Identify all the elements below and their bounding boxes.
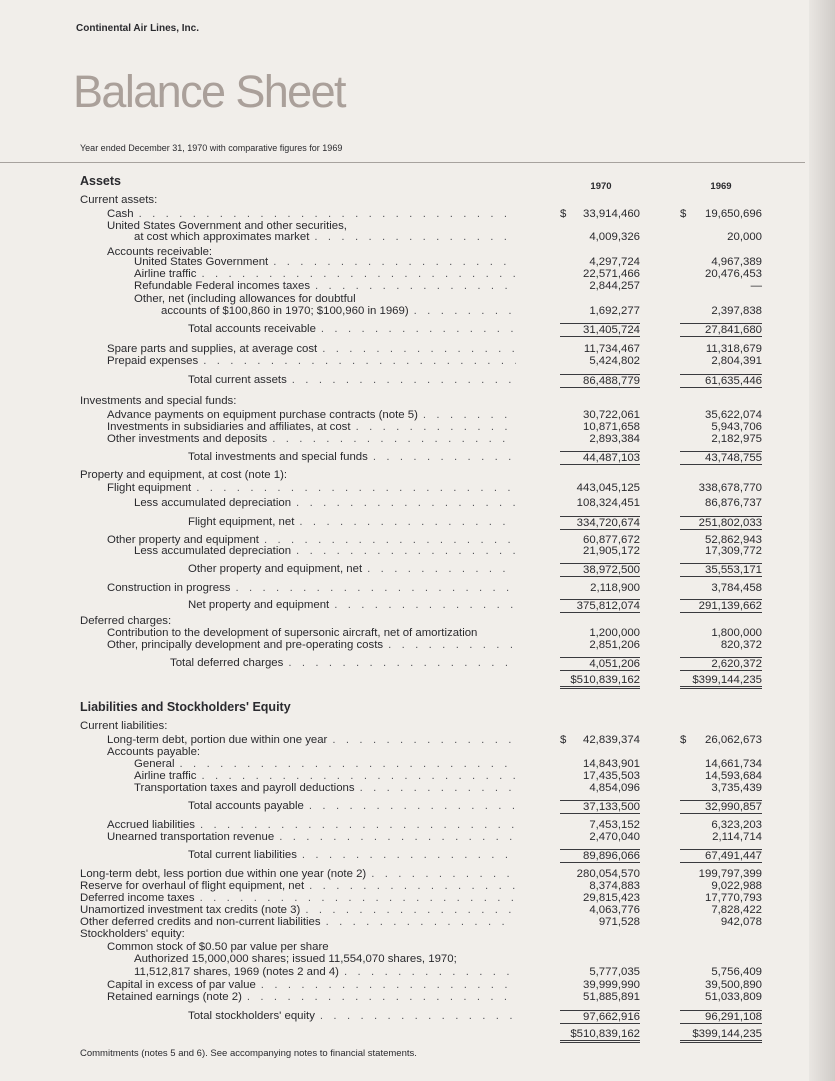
dot-leader <box>134 208 516 220</box>
dot-leader <box>321 916 516 928</box>
dot-leader <box>291 497 516 509</box>
row-label: Total investments and special funds . . . <box>188 451 516 463</box>
table-row <box>0 734 835 746</box>
value-1970: 14,843,901 <box>582 758 640 770</box>
value-1969: 96,291,108 <box>680 1010 762 1024</box>
dot-leader <box>268 256 516 268</box>
row-label: Property and equipment, at cost (note 1): <box>80 469 288 481</box>
row-label: Unearned transportation revenue . . . <box>107 831 516 843</box>
table-row <box>0 268 835 280</box>
row-label: Total accounts payable . . . <box>188 800 516 812</box>
table-row <box>0 469 835 481</box>
dot-leader <box>300 904 516 916</box>
value-1970: 4,009,326 <box>589 231 640 243</box>
value-1969: 11,318,679 <box>705 343 762 355</box>
dot-leader <box>409 305 516 317</box>
row-label: Contribution to the development of supersonic aircraft, net of amortization <box>107 627 478 639</box>
liabilities-heading: Liabilities and Stockholders' Equity <box>80 700 291 714</box>
table-row <box>0 421 835 433</box>
table-row <box>0 674 835 686</box>
value-1970: 39,999,990 <box>582 979 640 991</box>
value-1969: 3,784,458 <box>711 582 762 594</box>
value-1970: 38,972,500 <box>560 563 640 577</box>
table-row <box>0 497 835 509</box>
row-label: Less accumulated depreciation . . . <box>134 497 516 509</box>
dot-leader <box>230 582 516 594</box>
row-label: United States Government . . . <box>134 256 516 268</box>
value-1969: 820,372 <box>720 639 762 651</box>
value-1969: 3,735,439 <box>711 782 762 794</box>
value-1969: $399,144,235 <box>680 1028 762 1043</box>
row-label: Investments in subsidiaries and affiliates, at cost . . . <box>107 421 516 433</box>
value-1970: 2,844,257 <box>589 280 640 292</box>
value-1969: 5,756,409 <box>711 966 762 978</box>
row-label: Unamortized investment tax credits (note 3) . . . <box>80 904 516 916</box>
value-1970: 2,118,900 <box>590 582 640 594</box>
value-1969: — <box>750 280 762 292</box>
table-row <box>0 880 835 892</box>
value-1969: 338,678,770 <box>698 482 762 494</box>
value-1970: 4,854,096 <box>589 782 640 794</box>
value-1970: 51,885,891 <box>582 991 640 1003</box>
dot-leader <box>366 868 516 880</box>
row-label: Prepaid expenses . . . <box>107 355 516 367</box>
value-1970: 1,200,000 <box>589 627 640 639</box>
value-1969: 67,491,447 <box>680 849 762 863</box>
value-1970: 37,133,500 <box>560 800 640 814</box>
value-1969: 35,622,074 <box>704 409 762 421</box>
row-label: accounts of $100,860 in 1970; $100,960 in 1969) . . . <box>161 305 516 317</box>
value-1969: 39,500,890 <box>704 979 762 991</box>
row-label: Total current liabilities . . . <box>188 849 516 861</box>
table-row <box>0 800 835 812</box>
value-1969: 14,593,684 <box>704 770 762 782</box>
dot-leader <box>283 657 516 669</box>
row-label: Reserve for overhaul of flight equipment, net . . . <box>80 880 516 892</box>
table-row <box>0 433 835 445</box>
table-row <box>0 758 835 770</box>
value-1970: 971,528 <box>598 916 640 928</box>
value-1970: $510,839,162 <box>560 1028 640 1043</box>
table-row <box>0 563 835 575</box>
table-row <box>0 953 835 965</box>
value-1969: 291,139,662 <box>680 599 762 613</box>
row-label: Cash . . . <box>107 208 516 220</box>
value-1969: 17,770,793 <box>704 892 762 904</box>
value-1969: 86,876,737 <box>704 497 762 509</box>
table-row <box>0 615 835 627</box>
table-row <box>0 516 835 528</box>
value-1970: 31,405,724 <box>560 323 640 337</box>
row-label: Stockholders' equity: <box>80 928 185 940</box>
page-title: Balance Sheet <box>73 66 345 117</box>
currency-sign: $ <box>560 208 567 220</box>
row-label: Airline traffic . . . <box>134 268 516 280</box>
row-label: Other, principally development and pre-operating costs . . . <box>107 639 516 651</box>
value-1970: 4,063,776 <box>589 904 640 916</box>
table-row <box>0 928 835 940</box>
row-label: Retained earnings (note 2) . . . <box>107 991 516 1003</box>
table-row <box>0 355 835 367</box>
value-1970: 1,692,277 <box>589 305 640 317</box>
assets-heading: Assets <box>80 174 121 188</box>
table-row <box>0 746 835 758</box>
value-1969: 942,078 <box>720 916 762 928</box>
value-1970: 375,812,074 <box>560 599 640 613</box>
value-1969: 1,800,000 <box>711 627 762 639</box>
value-1970: 60,877,672 <box>582 534 640 546</box>
value-1969: 2,804,391 <box>711 355 762 367</box>
value-1969: 199,797,399 <box>698 868 762 880</box>
table-row <box>0 819 835 831</box>
currency-sign: $ <box>560 734 567 746</box>
row-label: Accrued liabilities . . . <box>107 819 516 831</box>
table-row <box>0 482 835 494</box>
dot-leader <box>196 268 516 280</box>
value-1969: 51,033,809 <box>704 991 762 1003</box>
row-label: Other property and equipment, net . . . <box>188 563 516 575</box>
value-1970: 10,871,658 <box>582 421 640 433</box>
table-row <box>0 770 835 782</box>
dot-leader <box>383 639 516 651</box>
value-1970: 5,424,802 <box>589 355 640 367</box>
row-label: Current liabilities: <box>80 720 168 732</box>
value-1969: $ 26,062,673 <box>680 734 762 746</box>
row-label: Current assets: <box>80 194 158 206</box>
table-row <box>0 599 835 611</box>
value-1970: 2,851,206 <box>589 639 640 651</box>
row-label: Other investments and deposits . . . <box>107 433 516 445</box>
currency-sign: $ <box>680 734 687 746</box>
table-row <box>0 231 835 243</box>
table-row <box>0 409 835 421</box>
table-row <box>0 720 835 732</box>
table-row <box>0 256 835 268</box>
value-1970: 443,045,125 <box>576 482 640 494</box>
row-label: at cost which approximates market . . . <box>134 231 516 243</box>
row-label: United States Government and other securities, <box>107 220 347 232</box>
value-1969: $399,144,235 <box>680 674 762 689</box>
table-row <box>0 979 835 991</box>
dot-leader <box>339 966 516 978</box>
row-label: Other, net (including allowances for doubtful <box>134 293 356 305</box>
value-1970: 30,722,061 <box>582 409 640 421</box>
row-label: Other deferred credits and non-current liabilities . . . <box>80 916 516 928</box>
dot-leader <box>351 421 516 433</box>
value-1970: 5,777,035 <box>589 966 640 978</box>
dot-leader <box>274 831 516 843</box>
dot-leader <box>297 849 516 861</box>
row-label: Total current assets . . . <box>188 374 516 386</box>
table-row <box>0 208 835 220</box>
value-1969: 20,000 <box>727 231 762 243</box>
value-1969: 61,635,446 <box>680 374 762 388</box>
dot-leader <box>198 355 516 367</box>
dot-leader <box>195 892 516 904</box>
row-label: General . . . <box>134 758 516 770</box>
row-label: Construction in progress . . . <box>107 582 516 594</box>
table-row <box>0 657 835 669</box>
row-label: Deferred charges: <box>80 615 172 627</box>
row-label: Advance payments on equipment purchase contracts (note 5) . . . <box>107 409 516 421</box>
value-1970: 29,815,423 <box>582 892 640 904</box>
company-name: Continental Air Lines, Inc. <box>76 23 199 34</box>
value-1970: 2,470,040 <box>589 831 640 843</box>
column-header-1970: 1970 <box>590 181 612 192</box>
value-1969: 7,828,422 <box>711 904 762 916</box>
table-row <box>0 305 835 317</box>
value-1970: 334,720,674 <box>560 516 640 530</box>
table-row <box>0 395 835 407</box>
dot-leader <box>287 374 516 386</box>
value-1970: 44,487,103 <box>560 451 640 465</box>
table-row <box>0 627 835 639</box>
dot-leader <box>317 343 516 355</box>
value-1969: 9,022,988 <box>711 880 762 892</box>
value-1970: 4,297,724 <box>589 256 640 268</box>
row-label: Spare parts and supplies, at average cost . . . <box>107 343 516 355</box>
dot-leader <box>362 563 516 575</box>
table-row <box>0 782 835 794</box>
value-1969: 52,862,943 <box>704 534 762 546</box>
table-row <box>0 582 835 594</box>
table-row <box>0 1028 835 1040</box>
table-row <box>0 280 835 292</box>
row-label: Accounts receivable: <box>107 246 213 258</box>
row-label: Other property and equipment . . . <box>107 534 516 546</box>
value-1969: 2,182,975 <box>711 433 762 445</box>
row-label: Total deferred charges . . . <box>170 657 516 669</box>
column-header-1969: 1969 <box>710 181 732 192</box>
table-row <box>0 892 835 904</box>
table-row <box>0 545 835 557</box>
value-1969: 20,476,453 <box>704 268 762 280</box>
dot-leader <box>304 880 516 892</box>
value-1970: 7,453,152 <box>589 819 640 831</box>
row-label: Long-term debt, less portion due within one year (note 2) . . . <box>80 868 516 880</box>
dot-leader <box>304 800 516 812</box>
footnote: Commitments (notes 5 and 6). See accompanying notes to financial statements. <box>80 1048 417 1059</box>
row-label: Transportation taxes and payroll deductions . . . <box>134 782 516 794</box>
dot-leader <box>355 782 516 794</box>
value-1969: 4,967,389 <box>711 256 762 268</box>
value-1969: 32,990,857 <box>680 800 762 814</box>
row-label: Capital in excess of par value . . . <box>107 979 516 991</box>
dot-leader <box>196 770 516 782</box>
row-label: Total accounts receivable . . . <box>188 323 516 335</box>
dot-leader <box>242 991 516 1003</box>
dot-leader <box>418 409 516 421</box>
header-rule <box>0 162 805 163</box>
currency-sign: $ <box>680 208 687 220</box>
row-label: Authorized 15,000,000 shares; issued 11,554,070 shares, 1970; <box>134 953 457 965</box>
row-label: 11,512,817 shares, 1969 (notes 2 and 4) . . . <box>134 966 516 978</box>
table-row <box>0 374 835 386</box>
value-1969: 6,323,203 <box>711 819 762 831</box>
table-row <box>0 966 835 978</box>
table-row <box>0 916 835 928</box>
row-label: Flight equipment . . . <box>107 482 516 494</box>
value-1969: $ 19,650,696 <box>680 208 762 220</box>
value-1969: 35,553,171 <box>680 563 762 577</box>
value-1970: 4,051,206 <box>560 657 640 671</box>
dot-leader <box>256 979 516 991</box>
value-1970: 108,324,451 <box>576 497 640 509</box>
table-row <box>0 904 835 916</box>
row-label: Long-term debt, portion due within one year . . . <box>107 734 516 746</box>
table-row <box>0 849 835 861</box>
table-row <box>0 868 835 880</box>
row-label: Total stockholders' equity . . . <box>188 1010 516 1022</box>
dot-leader <box>291 545 516 557</box>
value-1970: $ 33,914,460 <box>560 208 640 220</box>
value-1969: 2,620,372 <box>680 657 762 671</box>
row-label: Airline traffic . . . <box>134 770 516 782</box>
dot-leader <box>316 323 516 335</box>
value-1970: 22,571,466 <box>582 268 640 280</box>
dot-leader <box>309 231 516 243</box>
table-row <box>0 451 835 463</box>
row-label: Common stock of $0.50 par value per share <box>107 941 329 953</box>
value-1969: 251,802,033 <box>680 516 762 530</box>
table-row <box>0 1010 835 1022</box>
dot-leader <box>327 734 516 746</box>
value-1970: $ 42,839,374 <box>560 734 640 746</box>
value-1969: 5,943,706 <box>711 421 762 433</box>
dot-leader <box>368 451 516 463</box>
table-row <box>0 941 835 953</box>
table-row <box>0 293 835 305</box>
row-label: Less accumulated depreciation . . . <box>134 545 516 557</box>
value-1969: 17,309,772 <box>704 545 762 557</box>
value-1969: 14,661,734 <box>704 758 762 770</box>
value-1970: 11,734,467 <box>583 343 640 355</box>
value-1970: 21,905,172 <box>582 545 640 557</box>
table-row <box>0 194 835 206</box>
dot-leader <box>267 433 516 445</box>
table-row <box>0 991 835 1003</box>
value-1970: 280,054,570 <box>576 868 640 880</box>
value-1970: $510,839,162 <box>560 674 640 689</box>
table-row <box>0 343 835 355</box>
table-row <box>0 323 835 335</box>
page-subtitle: Year ended December 31, 1970 with comparative figures for 1969 <box>80 143 343 153</box>
value-1970: 86,488,779 <box>560 374 640 388</box>
value-1970: 8,374,883 <box>589 880 640 892</box>
value-1970: 89,896,066 <box>560 849 640 863</box>
row-label: Net property and equipment . . . <box>188 599 516 611</box>
value-1969: 2,397,838 <box>711 305 762 317</box>
dot-leader <box>294 516 516 528</box>
dot-leader <box>175 758 516 770</box>
value-1970: 2,893,384 <box>589 433 640 445</box>
dot-leader <box>191 482 516 494</box>
row-label: Refundable Federal incomes taxes . . . <box>134 280 516 292</box>
value-1970: 97,662,916 <box>560 1010 640 1024</box>
table-row <box>0 639 835 651</box>
row-label: Investments and special funds: <box>80 395 237 407</box>
row-label: Deferred income taxes . . . <box>80 892 516 904</box>
table-row <box>0 831 835 843</box>
dot-leader <box>310 280 516 292</box>
dot-leader <box>195 819 516 831</box>
value-1970: 17,435,503 <box>582 770 640 782</box>
dot-leader <box>329 599 516 611</box>
row-label: Accounts payable: <box>107 746 201 758</box>
dot-leader <box>315 1010 516 1022</box>
value-1969: 43,748,755 <box>680 451 762 465</box>
row-label: Flight equipment, net . . . <box>188 516 516 528</box>
value-1969: 27,841,680 <box>680 323 762 337</box>
value-1969: 2,114,714 <box>712 831 762 843</box>
